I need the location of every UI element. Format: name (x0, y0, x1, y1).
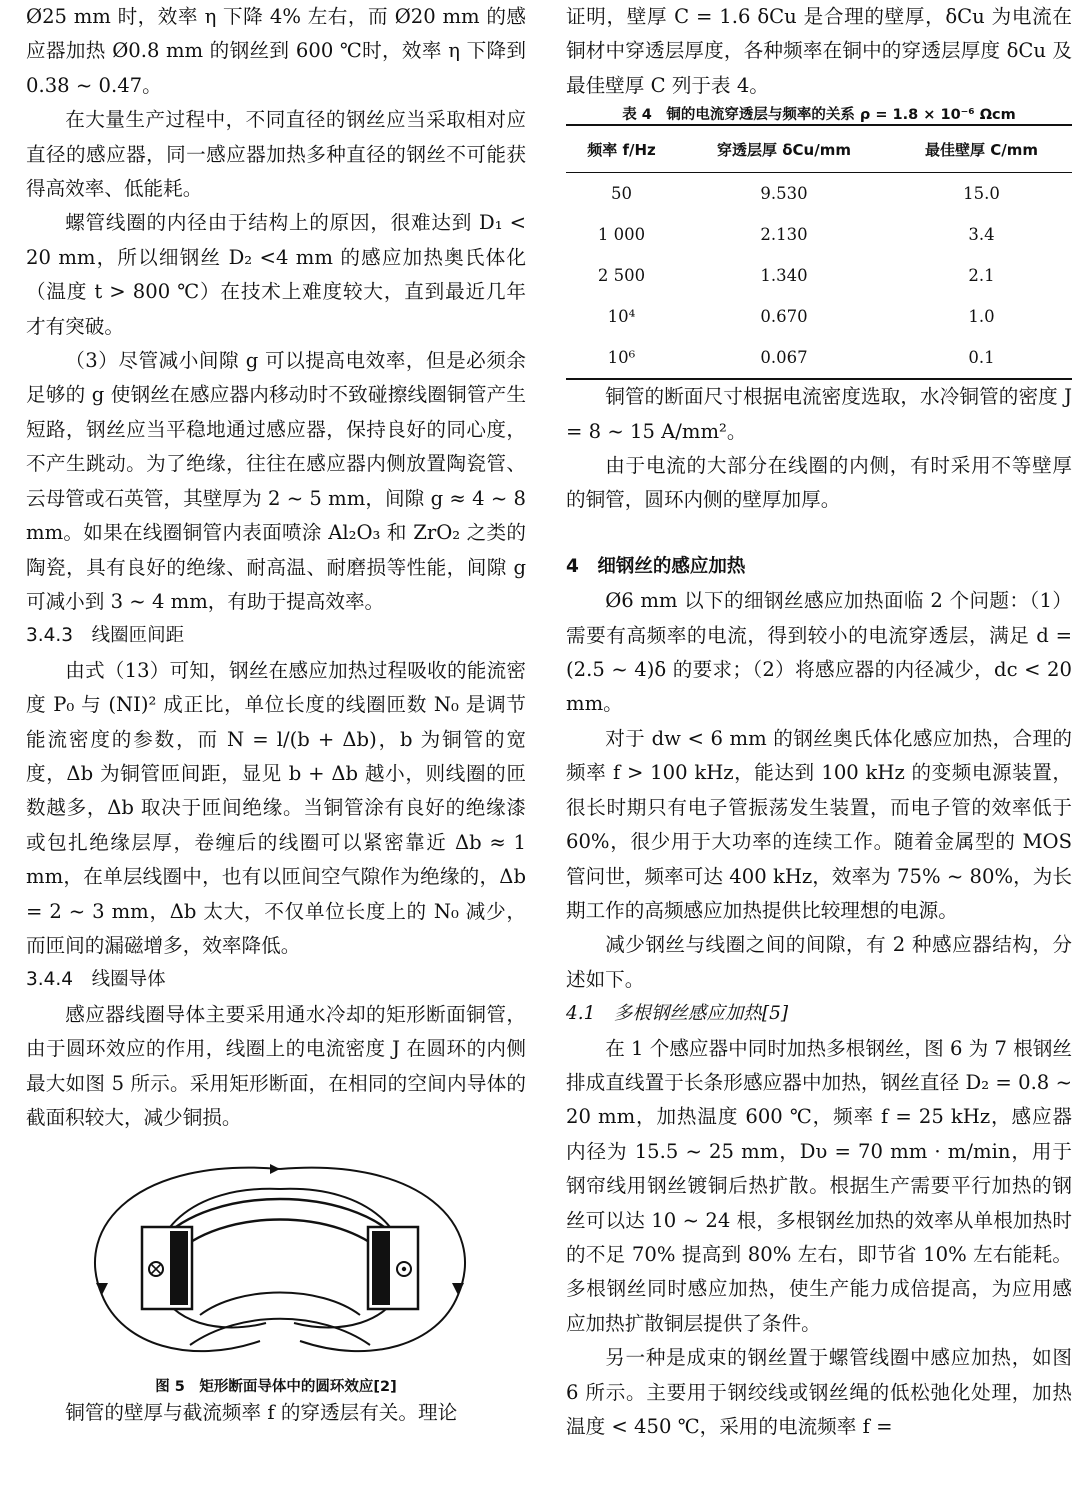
paragraph: 另一种是成束的钢丝置于螺管线圈中感应加热，如图 6 所示。主要用于钢绞线或钢丝绳的低松弛化处理，加热温度 < 450 ℃，采用的电流频率 f = (566, 1346, 1072, 1438)
right-column (566, 0, 1072, 1444)
paragraph: 减少钢丝与线圈之间的间隙，有 2 种感应器结构，分述如下。 (566, 933, 1072, 991)
table-row (566, 255, 1072, 296)
table-cell: 0.670 (760, 307, 808, 327)
paragraph: 由于电流的大部分在线圈的内侧，有时采用不等壁厚的铜管，圆环内侧的壁厚加厚。 (566, 454, 1072, 512)
table-header-row (566, 125, 1072, 173)
table-cell: 0.067 (677, 337, 891, 379)
paragraph: 对于 dw < 6 mm 的钢丝奥氏体化感应加热，合理的频率 f > 100 kHz，能达到 100 kHz 的变频电源装置，很长时期只有电子管振荡发生装置，而电子管的效率低于 60%，很少用于大功率的连续工作。随着金属型的 MOS 管问世，频率可达 400 kHz，效率为 75% ~ 80%，为长期工作的高频感应加热提供比较理想的电源。 (566, 726, 1072, 922)
paragraph: 螺管线圈的内径由于结构上的原因，很难达到 D₁ < 20 mm，所以细钢丝 D₂ <4 mm 的感应加热奥氏体化（温度 t > 800 ℃）在技术上难度较大，直到最近几年才有突破。 (26, 211, 526, 338)
table-cell: 1.340 (760, 266, 808, 286)
table-cell: 10⁶ (566, 337, 677, 379)
arrow-icon (96, 1283, 108, 1295)
table-4 (566, 124, 1072, 380)
section-heading-4: 4 细钢丝的感应加热 (566, 555, 746, 577)
table-row (566, 337, 1072, 379)
paragraph: 在 1 个感应器中同时加热多根钢丝，图 6 为 7 根钢丝排成直线置于长条形感应器中加热，钢丝直径 D₂ = 0.8 ~ 20 mm，加热温度 600 ℃，频率 f = 25 kHz，感应器内径为 15.5 ~ 25 mm，Dυ = 70 mm · m/min，用于钢帘线用钢丝镀铜后热扩散。根据生产需要平行加热的钢丝可以达 10 ~ 24 根，多根钢丝加热的效率从单根加热时的不足 70% 提高到 80% 左右，即节省 10% 左右能耗。多根钢丝同时感应加热，使生产能力成倍提高，为应用感应加热扩散铜层提供了条件。 (566, 1036, 1072, 1335)
arrow-icon (270, 1164, 280, 1174)
table-cell: 0.1 (891, 337, 1072, 379)
column-header: 穿透层厚 δCu/mm (677, 125, 891, 173)
ring-arch (172, 1220, 388, 1258)
table-cell: 1 000 (597, 225, 646, 245)
figure-5-caption: 图 5 矩形断面导体中的圆环效应[2] (155, 1379, 397, 1396)
table-cell: 2.130 (760, 225, 808, 245)
paragraph: 铜管的壁厚与截流频率 f 的穿透层有关。理论 (65, 1401, 458, 1425)
section-spacer (566, 518, 1072, 550)
table-cell: 2 500 (597, 266, 646, 286)
table-cell: 10⁴ (607, 307, 636, 327)
field-line (200, 1293, 360, 1316)
section-heading-4-1: 4.1 多根钢丝感应加热[5] (566, 1003, 789, 1025)
arrow-icon (452, 1283, 464, 1295)
left-conductor-section (142, 1227, 192, 1309)
table-row (566, 214, 1072, 255)
table-cell: 3.4 (968, 225, 995, 245)
figure-5-ring-effect-diagram (80, 1145, 480, 1375)
right-conductor-section (368, 1227, 418, 1309)
paragraph: Ø6 mm 以下的细钢丝感应加热面临 2 个问题：（1）需要有高频率的电流，得到较小的电流穿透层，满足 d = (2.5 ~ 4)δ 的要求；（2）将感应器的内径减少，dc < 20 mm。 (566, 589, 1072, 716)
field-line (190, 1319, 370, 1345)
column-header: 频率 f/Hz (566, 125, 677, 173)
left-column (26, 0, 526, 1431)
section-heading-3-4-4: 3.4.4 线圈导体 (26, 969, 166, 991)
column-header: 最佳壁厚 C/mm (891, 125, 1072, 173)
paragraph: 铜管的断面尺寸根据电流密度选取，水冷铜管的密度 J = 8 ~ 15 A/mm²。 (566, 385, 1072, 443)
paragraph: Ø25 mm 时，效率 η 下降 4% 左右，而 Ø20 mm 的感应器加热 Ø0.8 mm 的钢丝到 600 ℃时，效率 η 下降到 0.38 ~ 0.47。 (26, 5, 526, 97)
table-row (566, 173, 1072, 215)
table-cell: 15.0 (963, 184, 1000, 204)
paragraph: 证明，壁厚 C = 1.6 δCu 是合理的壁厚，δCu 为电流在铜材中穿透层厚度，各种频率在铜中的穿透层厚度 δCu 及最佳壁厚 C 列于表 4。 (566, 5, 1072, 97)
paragraph: （3）尽管减小间隙 g 可以提高电效率，但是必须余足够的 g 使钢丝在感应器内移动时不致碰擦线圈铜管产生短路，钢丝应当平稳地通过感应器，保持良好的同心度，不产生跳动。为了绝缘，往往在感应器内侧放置陶瓷管、云母管或石英管，其壁厚为 2 ~ 5 mm，间隙 g ≈ 4 ~ 8 mm。如果在线圈铜管内表面喷涂 Al₂O₃ 和 ZrO₂ 之类的陶瓷，具有良好的绝缘、耐高温、耐磨损等性能，间隙 g 可减小到 3 ~ 4 mm，有助于提高效率。 (26, 349, 526, 613)
table-4-caption: 表 4 铜的电流穿透层与频率的关系 ρ = 1.8 × 10⁻⁶ Ωcm (622, 107, 1016, 124)
section-heading-3-4-3: 3.4.3 线圈匝间距 (26, 625, 185, 647)
table-cell: 2.1 (968, 266, 995, 286)
table-cell: 1.0 (968, 307, 995, 327)
table-cell: 9.530 (760, 184, 808, 204)
paragraph: 由式（13）可知，钢丝在感应加热过程吸收的能流密度 P₀ 与 (NI)² 成正比，单位长度的线圈匝数 N₀ 是调节能流密度的参数，而 N = l/(b + Δb)，b 为铜管的宽度，Δb 为铜管匝间距，显见 b + Δb 越小，则线圈的匝数越多，Δb 取决于匝间绝缘。当铜管涂有良好的绝缘漆或包扎绝缘层厚，卷缠后的线圈可以紧密靠近 Δb ≈ 1 mm，在单层线圈中，也有以匝间空气隙作为绝缘的，Δb = 2 ~ 3 mm，Δb 太大，不仅单位长度上的 N₀ 减少，而匝间的漏磁增多，效率降低。 (26, 658, 526, 957)
table-row (566, 296, 1072, 337)
table-cell: 50 (610, 184, 632, 204)
paragraph: 感应器线圈导体主要采用通水冷却的矩形断面铜管，由于圆环效应的作用，线圈上的电流密度 J 在圆环的内侧最大如图 5 所示。采用矩形断面，在相同的空间内导体的截面积较大，减少铜损。 (26, 1002, 526, 1129)
paragraph: 在大量生产过程中，不同直径的钢丝应当采取相对应直径的感应器，同一感应器加热多种直径的钢丝不可能获得高效率、低能耗。 (26, 108, 526, 201)
